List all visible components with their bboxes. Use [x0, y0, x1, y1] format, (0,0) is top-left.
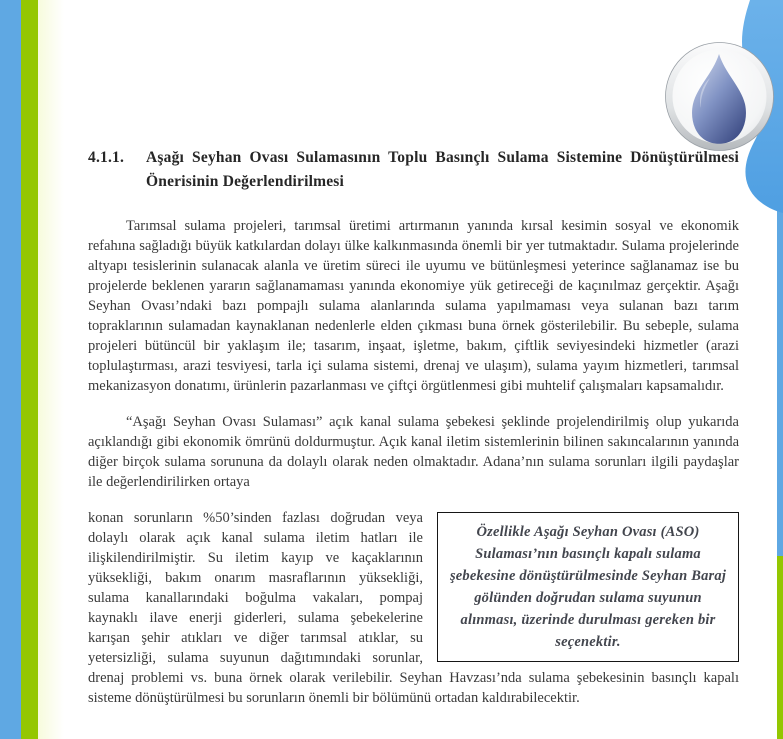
quote-box: [437, 512, 739, 662]
right-green-strip: [777, 556, 783, 739]
paragraph-2-wrap-zone: [88, 508, 739, 708]
paragraph-2-continued: konan sorunların %50’sinden fazlası doğrudan veya dolaylı olarak açık kanal sulama iletim hatları ile ilişkilendirilmiştir. Su iletim kayıp ve kaçaklarının yüksekliği, bakım onarım masraflarının yüksekliği, sulama kanallarındaki boğulma vakaları, pompaj kaynaklı ilave enerji giderleri, sulama şebekelerine karışan şehir atıkları ve diğer tarımsal atıklar, su yetersizliği, sulama suyunun dağıtımındaki sorunlar, drenaj problemi vs. buna örnek olarak verilebilir. Seyhan Havzası’nda sulama şebekesinin basınçlı kapalı sisteme dönüştürülmesi bu sorunların önemli bir bölümünü ortadan kaldırabilecektir.: [88, 510, 739, 706]
section-heading: [88, 146, 739, 194]
heading-text: Aşağı Seyhan Ovası Sulamasının Toplu Basınçlı Sulama Sistemine Dönüştürülmesi Önerisinin Değerlendirilmesi: [146, 149, 739, 190]
heading-number: 4.1.1.: [88, 149, 125, 166]
paragraph-1: Tarımsal sulama projeleri, tarımsal üretimi artırmanın yanında kırsal kesimin sosyal ve ekonomik refahına sağladığı büyük katkılardan dolayı ülke kalkınmasında önemli bir yer tutmaktadır. Sulama projelerinde altyapı tesislerinin sulanacak alanla ve üretim süreci ile uyumu ve bütünleşmesi yeterince sağlanamaz ise bu projelerde beklenen yararın sağlanamaması yanında ekonomiye yük getireceği de kaçınılmaz gerçektir. Aşağı Seyhan Ovası’ndaki bazı pompajlı sulama alanlarında sulama yapılmaması veya sulanan bazı tarım topraklarının sulamadan kaynaklanan nedenlerle elden çıkması buna örnek gösterilebilir. Bu sebeple, sulama projeleri bütüncül bir yaklaşım ile; tasarım, inşaat, işletme, bakım, çiftlik seviyesindeki hizmetler (arazi toplulaştırması, arazi tesviyesi, tarla içi sulama sistemi, drenaj ve ulaşım), sulama yayım hizmetleri, tarımsal mekanizasyon donatımı, ürünlerin pazarlanması ve çiftçi örgütlenmesi gibi muhtelif çalışmaları kapsamalıdır.: [88, 218, 739, 394]
paragraph-2-intro: “Aşağı Seyhan Ovası Sulaması” açık kanal sulama şebekesi şeklinde projelendirilmiş olup yukarıda açıklandığı gibi ekonomik ömrünü doldurmuştur. Açık kanal iletim sistemlerinin bilinen sakıncalarının yanında diğer birçok sulama sorununa da dolaylı olarak neden olmaktadır. Adana’nın sulama sorunları ilgili paydaşlar ile değerlendirilirken ortaya: [88, 414, 739, 490]
left-green-strip: [21, 0, 38, 739]
quote-text: Özellikle Aşağı Seyhan Ovası (ASO) Sulaması’nın basınçlı kapalı sulama şebekesine dönüştürülmesinde Seyhan Baraj gölünden doğrudan sulama suyunun alınması, üzerinde durulması gereken bir seçenektir.: [449, 524, 727, 650]
document-content: [88, 0, 739, 708]
left-fade-gradient: [38, 0, 64, 739]
left-blue-strip: [0, 0, 21, 739]
